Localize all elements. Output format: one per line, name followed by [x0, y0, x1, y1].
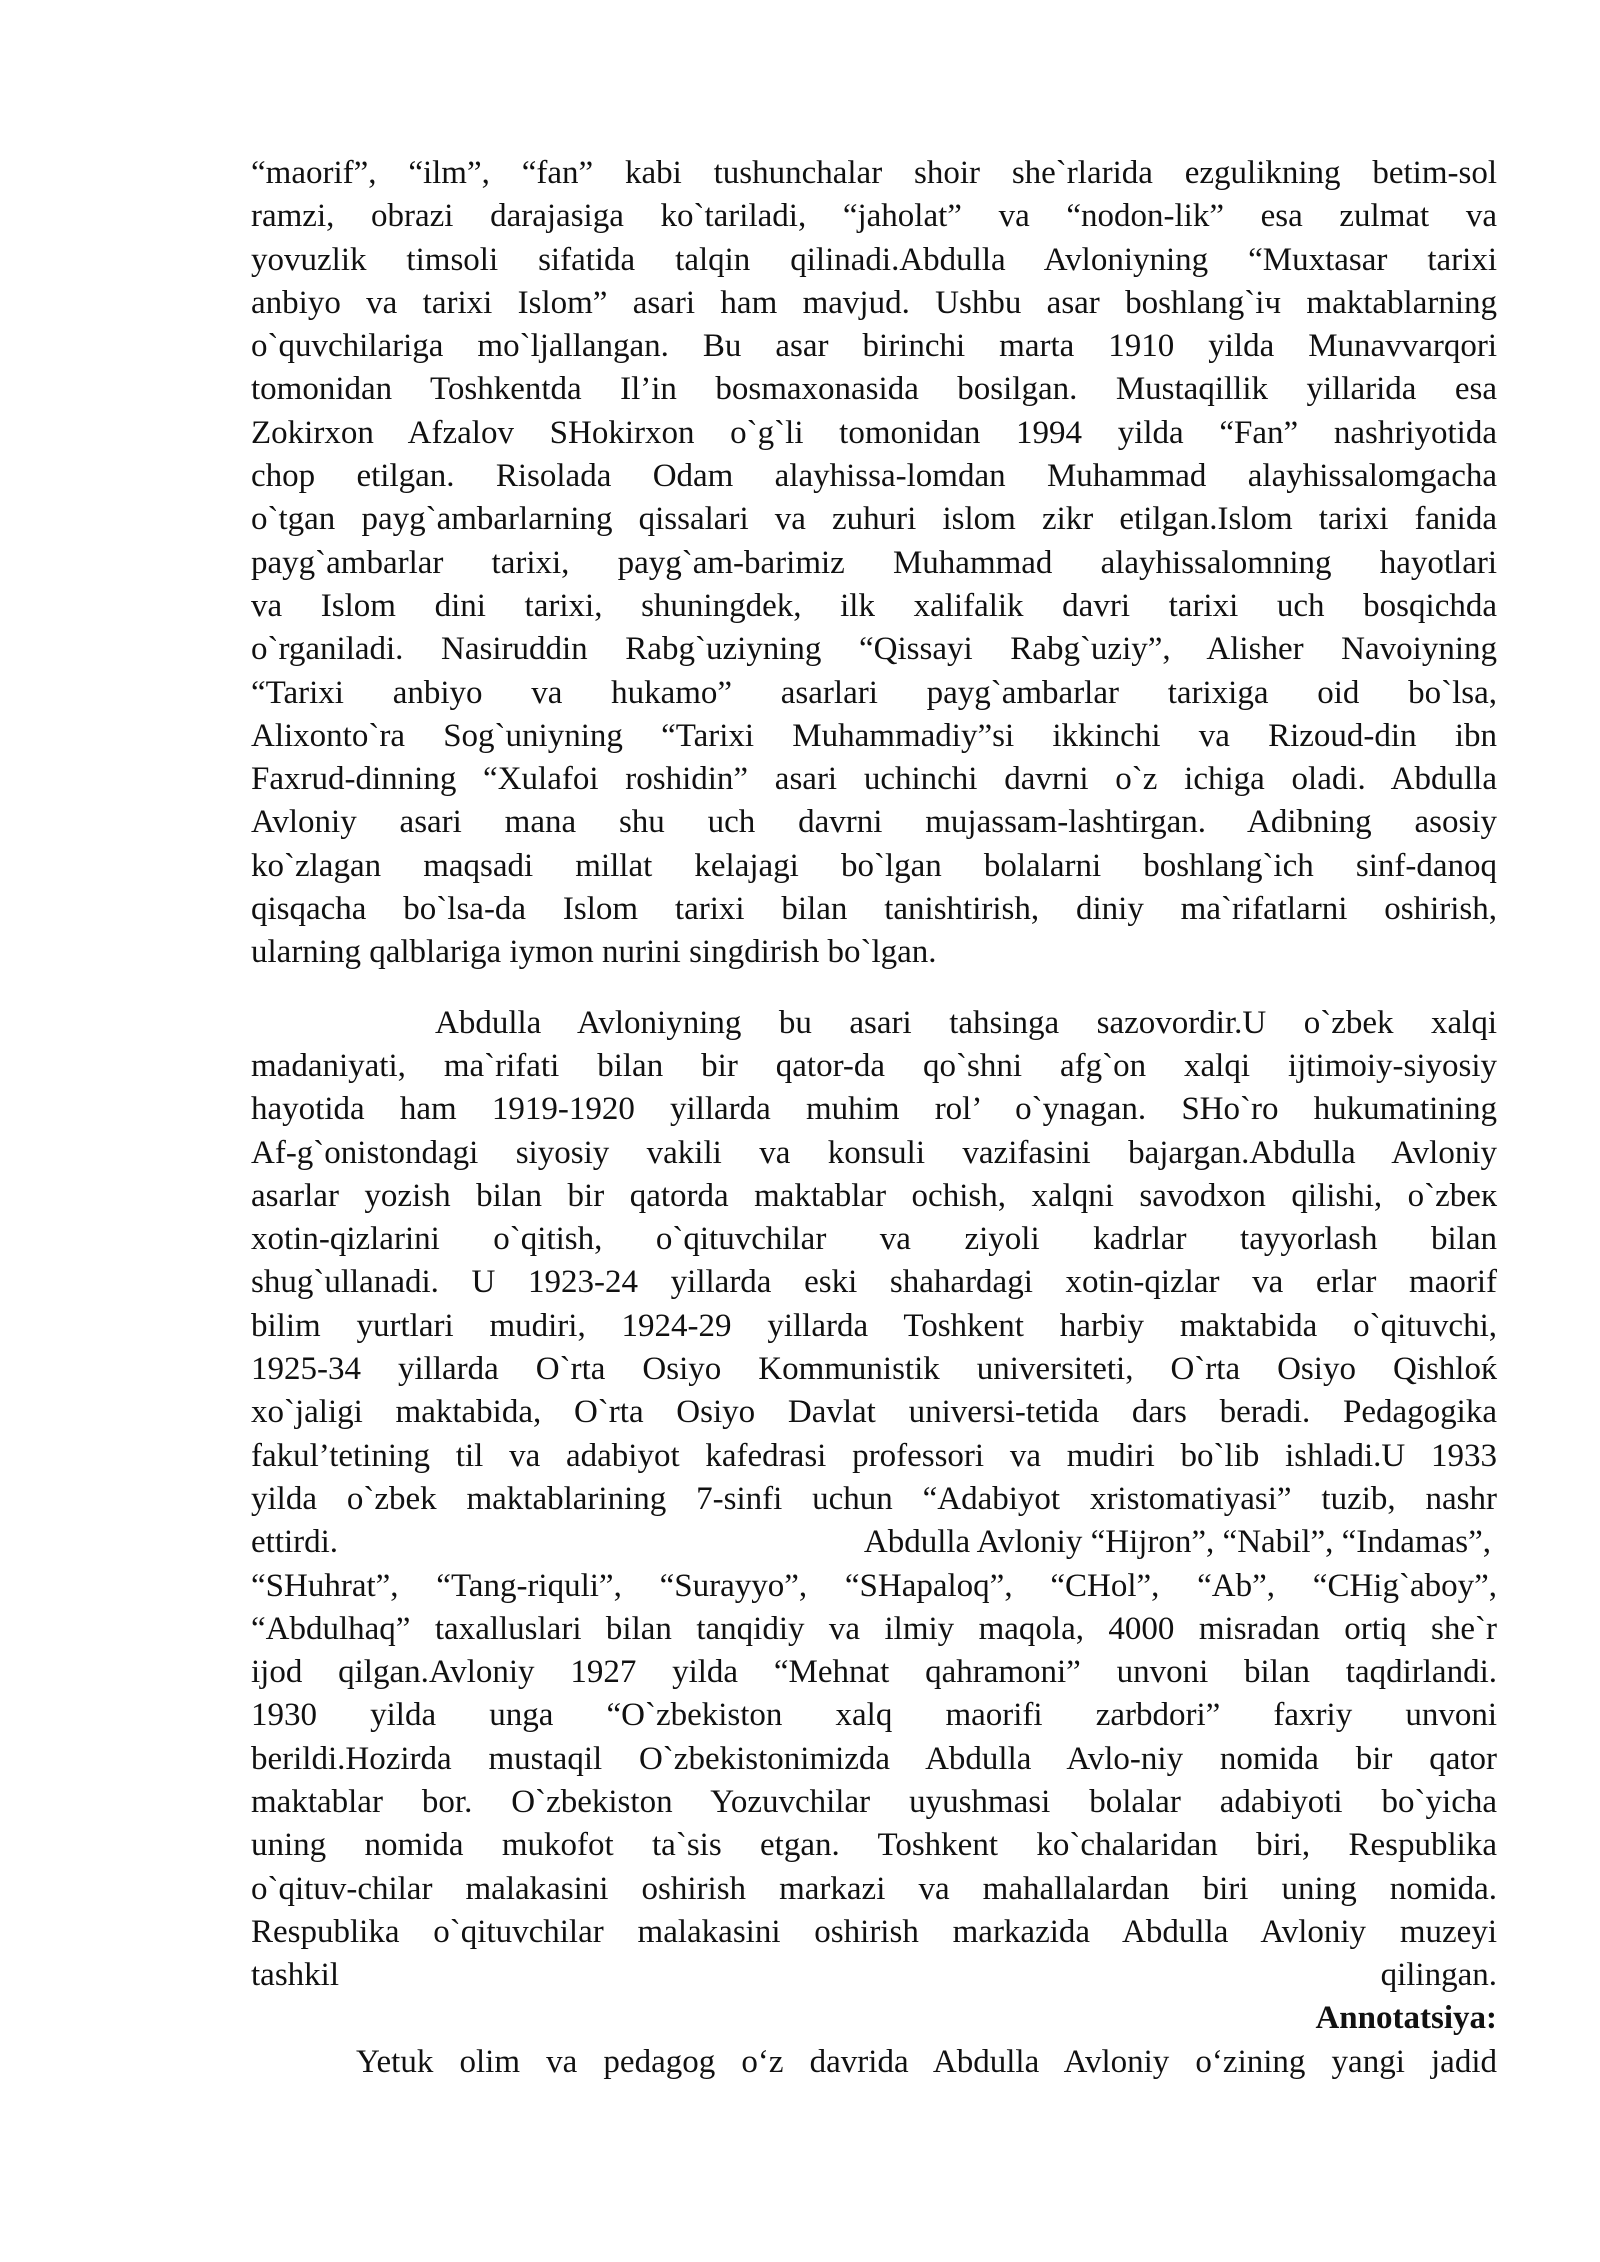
- text-line: fakul’tetining til va adabiyot kafedrasi professori va mudiri bo`lib ishladi.U 1933: [251, 1437, 1497, 1474]
- split-right-text: qilingan.: [1380, 1957, 1497, 1994]
- text-line: uning nomida mukofot ta`sis etgan. Toshkent ko`chalaridan biri, Respublika: [251, 1827, 1497, 1864]
- text-line: tomonidan Toshkentda Il’in bosmaxonasida bosilgan. Mustaqillik yillarida esa: [251, 371, 1497, 408]
- text-line: shug`ullanadi. U 1923-24 yillarda eski shahardagi xotin-qizlar va erlar maorif: [251, 1264, 1497, 1301]
- text-line: ramzi, obrazi darajasiga ko`tariladi, “jaholat” va “nodon-lik” esa zulmat va: [251, 198, 1497, 235]
- text-line: qisqacha bo`lsa-da Islom tarixi bilan tanishtirish, diniy ma`rifatlarni oshirish,: [251, 891, 1497, 928]
- text-line: xotin-qizlarini o`qitish, o`qituvchilar va ziyoli kadrlar tayyorlash bilan: [251, 1221, 1497, 1258]
- text-line: o`rganiladi. Nasiruddin Rabg`uziyning “Qissayi Rabg`uziy”, Alisher Navoiyning: [251, 631, 1497, 668]
- text-line: va Islom dini tarixi, shuningdek, ilk xalifalik davri tarixi uch bosqichda: [251, 587, 1497, 624]
- text-line: o`tgan payg`ambarlarning qissalari va zuhuri islom zikr etilgan.Islom tarixi fanida: [251, 501, 1497, 538]
- text-line: Faxrud-dinning “Xulafoi roshidin” asari uchinchi davrni o`z ichiga oladi. Abdulla: [251, 761, 1497, 798]
- text-line: Zokirxon Afzalov SHokirxon o`g`li tomonidan 1994 yilda “Fan” nashriyotida: [251, 414, 1497, 451]
- paragraph-3: [251, 1565, 1497, 1955]
- annotation-text-line: Yetuk olim va pedagog o‘z davrida Abdulla Avloniy o‘zining yangi jadid: [356, 2043, 1497, 2080]
- text-line: bilim yurtlari mudiri, 1924-29 yillarda Toshkent harbiy maktabida o`qituvchi,: [251, 1307, 1497, 1344]
- text-line: maktablar bor. O`zbekiston Yozuvchilar uyushmasi bolalar adabiyoti bo`yicha: [251, 1783, 1497, 1820]
- split-left-text: tashkil: [251, 1957, 339, 1994]
- text-line-last: ularning qalblariga iymon nurini singdirish bo`lgan.: [251, 934, 937, 971]
- text-line: xo`jaligi maktabida, O`rta Osiyo Davlat universi-tetida dars beradi. Pedagogika: [251, 1394, 1497, 1431]
- text-line: o`quvchilariga mo`ljallangan. Bu asar birinchi marta 1910 yilda Munavvarqori: [251, 328, 1497, 365]
- paragraph-1: [251, 152, 1497, 975]
- text-line: 1925-34 yillarda O`rta Osiyo Kommunistik universiteti, O`rta Osiyo Qishloќ: [251, 1351, 1497, 1388]
- text-line: Respublika o`qituvchilar malakasini oshirish markazida Abdulla Avloniy muzeyi: [251, 1913, 1497, 1950]
- text-line: berildi.Hozirda mustaqil O`zbekistonimizda Abdulla Avlo-niy nomida bir qator: [251, 1740, 1497, 1777]
- text-line: o`qituv-chilar malakasini oshirish markazi va mahallalardan biri uning nomida.: [251, 1870, 1497, 1907]
- annotation-heading: Annotatsiya:: [1315, 2000, 1497, 2037]
- text-line: anbiyo va tarixi Islom” asari ham mavjud. Ushbu asar boshlang`iч maktablarning: [251, 284, 1497, 321]
- text-line-indented: Abdulla Avloniyning bu asari tahsinga sazovordir.U o`zbek xalqi: [435, 1004, 1497, 1041]
- text-line: madaniyati, ma`rifati bilan bir qator-da qo`shni afg`on xalqi ijtimoiy-siyosiy: [251, 1047, 1497, 1084]
- text-line: “maorif”, “ilm”, “fan” kabi tushunchalar shoir she`rlarida ezgulikning betim-sol: [251, 155, 1497, 191]
- text-line: 1930 yilda unga “O`zbekiston xalq maorifi zarbdori” faxriy unvoni: [251, 1697, 1497, 1734]
- text-line: ijod qilgan.Avloniy 1927 yilda “Mehnat qahramoni” unvoni bilan taqdirlandi.: [251, 1654, 1497, 1691]
- text-line: Alixonto`ra Sog`uniyning “Tarixi Muhammadiy”si ikkinchi va Rizoud-din ibn: [251, 717, 1497, 754]
- split-line: [251, 1521, 1497, 1564]
- text-line: Af-g`onistondagi siyosiy vakili va konsuli vazifasini bajargan.Abdulla Avloniy: [251, 1134, 1497, 1171]
- text-line: “Abdulhaq” taxalluslari bilan tanqidiy va ilmiy maqola, 4000 misradan ortiq she`r: [251, 1610, 1497, 1647]
- text-line: yovuzlik timsoli sifatida talqin qilinadi.Abdulla Avloniyning “Muxtasar tarixi: [251, 241, 1497, 278]
- split-right-text: Abdulla Avloniy “Hijron”, “Nabil”, “Indamas”,: [863, 1524, 1491, 1561]
- split-line: [251, 1954, 1497, 1997]
- text-line: yilda o`zbek maktablarining 7-sinfi uchun “Adabiyot xristomatiyasi” tuzib, nashr: [251, 1480, 1497, 1517]
- text-line: chop etilgan. Risolada Odam alayhissa-lomdan Muhammad alayhissalomgacha: [251, 458, 1497, 495]
- text-line: ko`zlagan maqsadi millat kelajagi bo`lgan bolalarni boshlang`ich sinf-danoq: [251, 847, 1497, 884]
- text-line: hayotida ham 1919-1920 yillarda muhim rol’ o`ynagan. SHo`ro hukumatining: [251, 1091, 1497, 1128]
- paragraph-spacer: [251, 975, 1497, 1002]
- text-line: asarlar yozish bilan bir qatorda maktablar ochish, xalqni savodxon qilishi, o`zbeк: [251, 1177, 1497, 1214]
- paragraph-2: [251, 1002, 1497, 1522]
- text-line: payg`ambarlar tarixi, payg`am-barimiz Muhammad alayhissalomning hayotlari: [251, 544, 1497, 581]
- text-line: “Tarixi anbiyo va hukamo” asarlari payg`ambarlar tarixiga oid bo`lsa,: [251, 674, 1497, 711]
- document-page: [251, 152, 1497, 2084]
- text-line: “SHuhrat”, “Tang-riquli”, “Surayyo”, “SHapaloq”, “CHol”, “Ab”, “CHig`aboy”,: [251, 1567, 1497, 1604]
- split-left-text: ettirdi.: [251, 1524, 339, 1561]
- text-line: Avloniy asari mana shu uch davrni mujassam-lashtirgan. Adibning asosiy: [251, 804, 1497, 841]
